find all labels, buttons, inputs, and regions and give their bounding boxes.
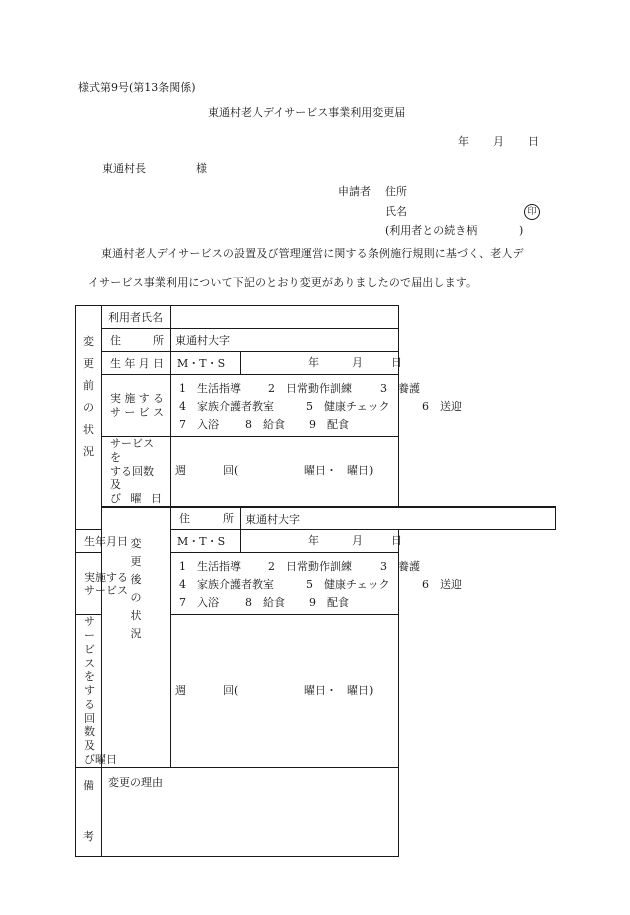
era-options: M・T・S xyxy=(177,357,226,370)
before-header-char: の xyxy=(83,401,94,414)
service-label-char: る xyxy=(117,570,128,584)
before-service-label-cell xyxy=(102,375,171,437)
count-label-line: サービスを xyxy=(110,437,154,464)
after-header-char: 状 xyxy=(130,608,142,622)
before-header-char: 況 xyxy=(83,445,94,458)
service-option[interactable]: 5 健康チェック xyxy=(306,399,390,413)
count-label-char: び xyxy=(110,492,121,505)
day-close-label: 曜日) xyxy=(347,683,374,697)
count-label-char: び xyxy=(84,752,95,766)
count-label-line: サービスを xyxy=(84,615,95,684)
service-option[interactable]: 4 家族介護者教室 xyxy=(179,399,274,413)
dob-month-label: 月 xyxy=(352,534,363,548)
date-year-label: 年 xyxy=(458,135,469,148)
user-name-label-cell xyxy=(102,306,171,329)
day-of-week-label: 曜日・ xyxy=(304,683,337,697)
after-address-field[interactable] xyxy=(241,507,556,530)
dob-label-char: 日 xyxy=(152,356,164,370)
remarks-header-char: 考 xyxy=(83,829,94,843)
after-address-label-cell xyxy=(171,507,241,530)
after-header-char: 更 xyxy=(130,554,142,568)
after-frequency-field[interactable] xyxy=(171,615,399,767)
service-label-char: 施 xyxy=(124,392,136,406)
before-header-char: 更 xyxy=(83,357,94,370)
before-frequency-field[interactable] xyxy=(171,437,399,507)
change-form-table xyxy=(75,305,556,857)
service-label-char: ー xyxy=(124,405,136,419)
service-label-char: 実 xyxy=(84,570,95,584)
week-label: 週 xyxy=(175,683,186,697)
relation-close: ) xyxy=(519,224,524,237)
before-dob-label-cell xyxy=(102,352,171,375)
times-label: 回( xyxy=(223,464,239,478)
service-label-char: サ xyxy=(84,583,95,597)
after-header-char: 況 xyxy=(130,626,142,640)
service-label-char: ー xyxy=(95,583,106,597)
remarks-field[interactable] xyxy=(102,767,399,856)
dob-label-char: 生 xyxy=(84,534,95,548)
service-label-char: ビ xyxy=(138,405,150,419)
day-of-week-label: 曜日・ xyxy=(304,464,337,478)
seal-mark: 印 xyxy=(524,204,540,220)
form-number: 様式第9号(第13条関係) xyxy=(78,81,196,94)
dob-day-label: 日 xyxy=(391,534,402,548)
address-prefix: 東通村大字 xyxy=(245,512,300,526)
after-header-char: の xyxy=(130,590,142,604)
after-header-char: 変 xyxy=(130,536,142,550)
service-label-char: ビ xyxy=(106,583,117,597)
address-label-char: 所 xyxy=(223,512,234,525)
service-label-char: る xyxy=(152,392,164,406)
after-era-field[interactable] xyxy=(171,530,241,553)
service-label-char: ス xyxy=(117,583,128,597)
applicant-name-label: 氏名 xyxy=(385,205,407,218)
service-option[interactable]: 6 送迎 xyxy=(422,577,462,591)
service-label-char: 施 xyxy=(95,570,106,584)
count-label-line: する回数及 xyxy=(110,464,154,492)
before-header-char: 変 xyxy=(83,335,94,348)
before-era-field[interactable] xyxy=(171,352,241,375)
dob-label-char: 年 xyxy=(95,534,106,548)
body-text-line2: イサービス事業利用について下記のとおり変更がありましたので届出します。 xyxy=(88,276,478,289)
era-options: M・T・S xyxy=(177,535,226,549)
before-header-char: 前 xyxy=(83,379,94,392)
service-label-char: す xyxy=(106,570,117,584)
dob-day-label: 日 xyxy=(391,355,402,369)
dob-year-label: 年 xyxy=(308,355,319,369)
body-text-line1: 東通村老人デイサービスの設置及び管理運営に関する条例施行規則に基づく、老人デ xyxy=(101,247,524,260)
after-header-char: 後 xyxy=(130,572,142,586)
before-address-label-cell xyxy=(102,329,171,352)
before-service-options[interactable] xyxy=(171,375,462,437)
before-header-char: 状 xyxy=(83,423,94,436)
dob-year-label: 年 xyxy=(308,534,319,548)
remarks-header-char: 備 xyxy=(83,778,94,792)
dob-label-char: 生 xyxy=(110,356,121,370)
count-label-char: 日 xyxy=(151,492,162,505)
count-label-line: する回数及 xyxy=(84,684,95,752)
service-option[interactable]: 8 給食 xyxy=(245,595,285,609)
before-section-header xyxy=(76,306,102,530)
count-label-char: 曜 xyxy=(95,752,106,766)
service-option[interactable]: 7 入浴 xyxy=(179,595,219,609)
dob-month-label: 月 xyxy=(352,355,363,369)
user-name-label: 利用者氏名 xyxy=(108,311,163,324)
service-label-char: す xyxy=(138,392,150,406)
dob-label-char: 年 xyxy=(124,356,136,370)
remarks-header xyxy=(76,767,102,856)
address-label-char: 住 xyxy=(110,333,121,347)
count-label-char: 日 xyxy=(106,752,117,766)
service-option[interactable]: 7 入浴 xyxy=(179,417,219,431)
service-option[interactable]: 4 家族介護者教室 xyxy=(179,577,274,591)
addressee: 東通村長 xyxy=(102,162,146,175)
after-service-options[interactable] xyxy=(171,553,462,615)
before-dob-field[interactable] xyxy=(241,352,402,375)
user-name-field[interactable] xyxy=(171,306,399,329)
service-label-char: サ xyxy=(110,405,121,419)
service-option[interactable]: 2 日常動作訓練 xyxy=(268,381,352,395)
service-option[interactable]: 1 生活指導 xyxy=(179,381,241,395)
service-option[interactable]: 5 健康チェック xyxy=(306,577,390,591)
week-label: 週 xyxy=(175,464,186,478)
service-option[interactable]: 9 配食 xyxy=(309,595,349,609)
service-option[interactable]: 2 日常動作訓練 xyxy=(268,559,352,573)
applicant-label: 申請者 xyxy=(338,185,371,198)
service-option[interactable]: 8 給食 xyxy=(245,417,285,431)
service-option[interactable]: 1 生活指導 xyxy=(179,559,241,573)
address-label-char: 住 xyxy=(179,512,190,525)
service-option[interactable]: 3 養護 xyxy=(380,559,420,573)
after-dob-field[interactable] xyxy=(241,530,402,553)
relation-label: (利用者との続き柄 xyxy=(385,224,478,237)
change-reason-label: 変更の理由 xyxy=(108,775,163,789)
address-prefix: 東通村大字 xyxy=(175,334,230,347)
honorific: 様 xyxy=(196,162,207,175)
service-label-char: ス xyxy=(152,405,164,419)
dob-label-char: 月 xyxy=(106,534,117,548)
before-address-field[interactable] xyxy=(171,329,399,352)
service-option[interactable]: 3 養護 xyxy=(380,381,420,395)
service-option[interactable]: 6 送迎 xyxy=(422,399,462,413)
day-close-label: 曜日) xyxy=(347,464,374,478)
address-label-char: 所 xyxy=(153,333,164,347)
after-count-label-cell xyxy=(76,615,117,767)
date-day-label: 日 xyxy=(528,135,539,148)
service-label-char: 実 xyxy=(110,392,121,406)
form-title: 東通村老人デイサービス事業利用変更届 xyxy=(208,106,406,119)
after-service-label-cell xyxy=(76,553,128,615)
service-option[interactable]: 9 配食 xyxy=(309,417,349,431)
dob-label-char: 月 xyxy=(138,356,150,370)
count-label-char: 曜 xyxy=(130,492,142,505)
applicant-address-label: 住所 xyxy=(385,185,407,198)
after-dob-label-cell xyxy=(76,530,128,553)
before-count-label-cell xyxy=(102,437,171,507)
date-month-label: 月 xyxy=(493,135,504,148)
times-label: 回( xyxy=(223,683,239,697)
dob-label-char: 日 xyxy=(117,534,128,548)
